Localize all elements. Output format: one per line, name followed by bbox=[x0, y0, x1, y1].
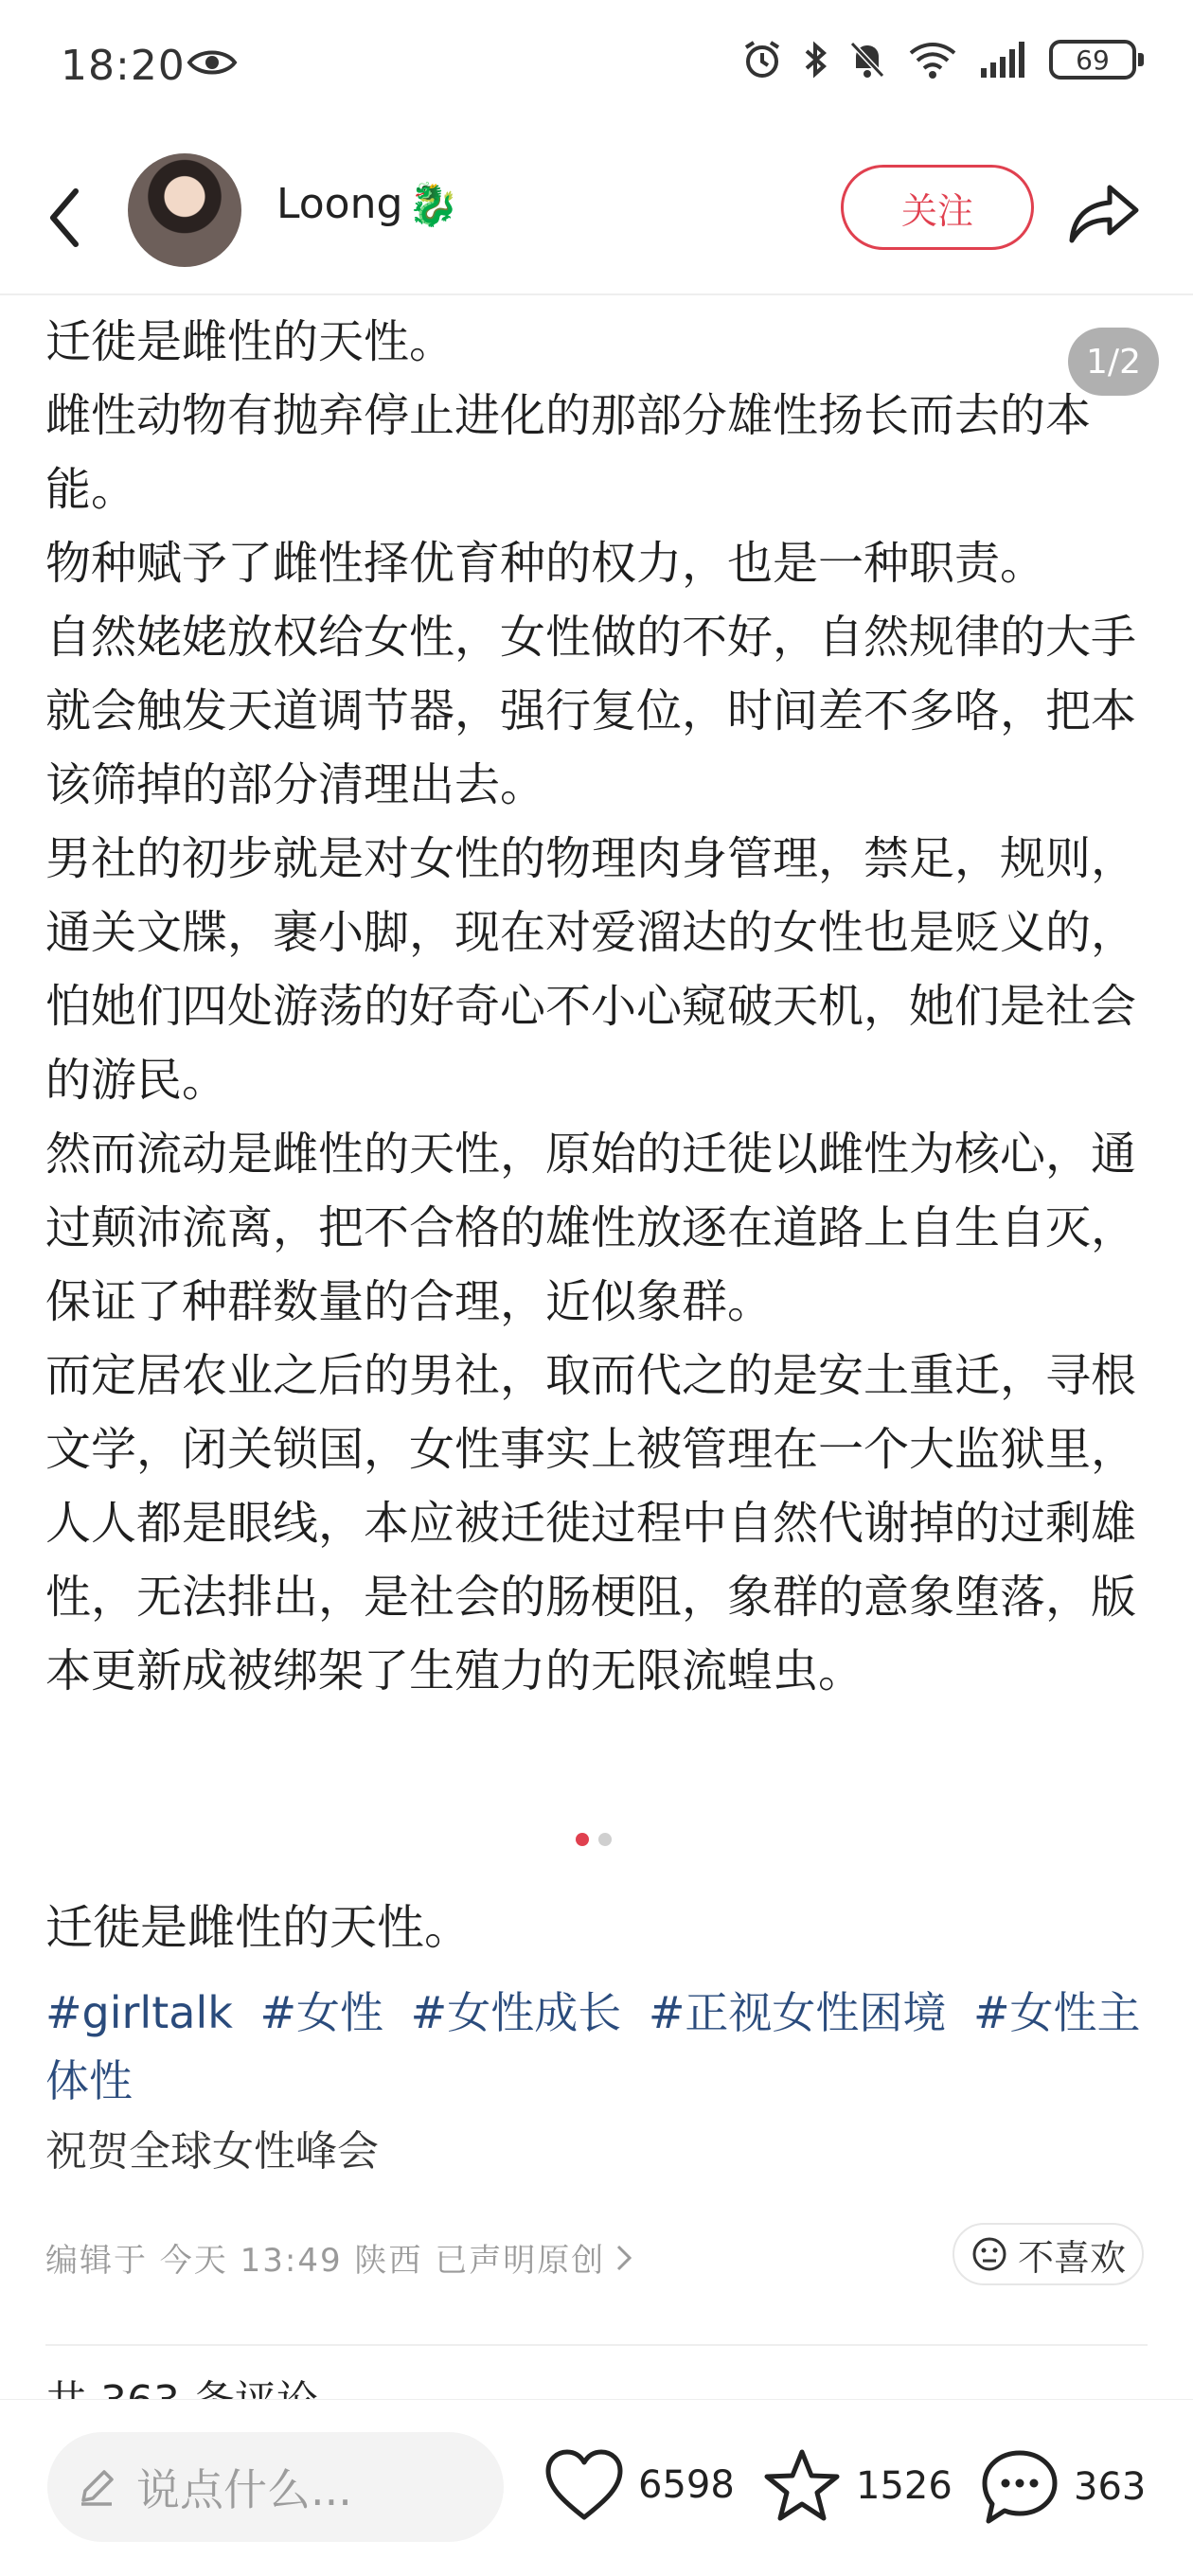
image-page-indicator: 1/2 bbox=[1068, 328, 1159, 396]
tag-link[interactable]: #正视女性困境 bbox=[648, 1987, 947, 2038]
bottom-action-bar bbox=[0, 2399, 1193, 2576]
collect-button[interactable] bbox=[761, 2447, 953, 2525]
eye-icon bbox=[187, 47, 237, 78]
post-title: 迁徙是雌性的天性。 bbox=[45, 1900, 472, 1955]
tag-link[interactable]: #女性 bbox=[259, 1987, 384, 2038]
collect-count: 1526 bbox=[856, 2464, 953, 2508]
tag-link[interactable]: #女性成长 bbox=[410, 1987, 622, 2038]
author-name[interactable]: Loong bbox=[276, 180, 403, 228]
status-time: 18:20 bbox=[61, 42, 186, 90]
post-meta[interactable] bbox=[45, 2234, 633, 2281]
dislike-button[interactable] bbox=[953, 2223, 1144, 2285]
carousel-dots bbox=[576, 1833, 612, 1846]
star-icon bbox=[761, 2447, 843, 2525]
chevron-right-icon bbox=[614, 2243, 633, 2273]
paragraph: 雌性动物有抛弃停止进化的那部分雄性扬长而去的本能。 bbox=[45, 389, 1092, 516]
carousel-dot[interactable] bbox=[598, 1833, 612, 1846]
tag-list bbox=[45, 1979, 1153, 2115]
pencil-icon bbox=[76, 2466, 117, 2508]
post-meta-text: 编辑于 今天 13:49 陕西 已声明原创 bbox=[45, 2242, 606, 2280]
comment-input[interactable] bbox=[47, 2432, 504, 2542]
chat-bubble-icon bbox=[979, 2447, 1060, 2527]
divider bbox=[45, 2344, 1148, 2346]
comment-total: 363 bbox=[1074, 2465, 1147, 2509]
paragraph: 男社的初步就是对女性的物理肉身管理，禁足，规则，通关文牒，裹小脚，现在对爱溜达的女性也是贬义的，怕她们四处游荡的好奇心不小心窥破天机，她们是社会的游民。 bbox=[45, 832, 1137, 1107]
mute-icon bbox=[848, 40, 886, 80]
wifi-icon bbox=[907, 40, 958, 80]
dislike-label: 不喜欢 bbox=[1017, 2236, 1126, 2279]
back-icon[interactable] bbox=[38, 180, 95, 256]
avatar[interactable] bbox=[128, 153, 241, 267]
like-button[interactable] bbox=[543, 2447, 735, 2523]
comment-button[interactable] bbox=[979, 2447, 1146, 2527]
share-icon[interactable] bbox=[1066, 176, 1142, 252]
paragraph: 自然姥姥放权给女性，女性做的不好，自然规律的大手就会触发天道调节器，强行复位，时间差不多咯，把本该筛掉的部分清理出去。 bbox=[45, 611, 1137, 811]
paragraph: 然而流动是雌性的天性，原始的迁徙以雌性为核心，通过颠沛流离，把不合格的雄性放逐在道路上自生自灭，保证了种群数量的合理，近似象群。 bbox=[45, 1128, 1137, 1328]
heart-icon bbox=[543, 2447, 625, 2523]
post-subtitle: 祝贺全球女性峰会 bbox=[45, 2127, 379, 2176]
tag-link[interactable]: #girltalk bbox=[45, 1987, 233, 2038]
status-icons bbox=[742, 40, 1136, 80]
paragraph: 迁徙是雌性的天性。 bbox=[45, 315, 455, 368]
paragraph: 而定居农业之后的男社，取而代之的是安土重迁，寻根文学，闭关锁国，女性事实上被管理在一个大监狱里，人人都是眼线，本应被迁徙过程中自然代谢掉的过剩雄性，无法排出，是社会的肠梗阻，象群的意象堕落，版本更新成被绑架了生殖力的无限流蝗虫。 bbox=[45, 1349, 1137, 1697]
signal-icon bbox=[979, 40, 1028, 80]
tag-link[interactable]: #女性主体性 bbox=[45, 1987, 1141, 2106]
follow-button[interactable]: 关注 bbox=[841, 165, 1034, 250]
battery-icon: 69 bbox=[1049, 40, 1136, 80]
comment-placeholder: 说点什么... bbox=[136, 2464, 352, 2515]
author-emoji: 🐉 bbox=[407, 181, 459, 229]
neutral-face-icon bbox=[970, 2235, 1008, 2273]
like-count: 6598 bbox=[638, 2463, 735, 2507]
comment-count bbox=[45, 2367, 318, 2399]
carousel-dot-active[interactable] bbox=[576, 1833, 589, 1846]
alarm-icon bbox=[742, 40, 782, 80]
post-image-text bbox=[45, 305, 1153, 1708]
bluetooth-icon bbox=[803, 40, 828, 80]
paragraph: 物种赋予了雌性择优育种的权力，也是一种职责。 bbox=[45, 537, 1046, 590]
status-bar bbox=[0, 0, 1193, 133]
post-header bbox=[0, 142, 1193, 295]
